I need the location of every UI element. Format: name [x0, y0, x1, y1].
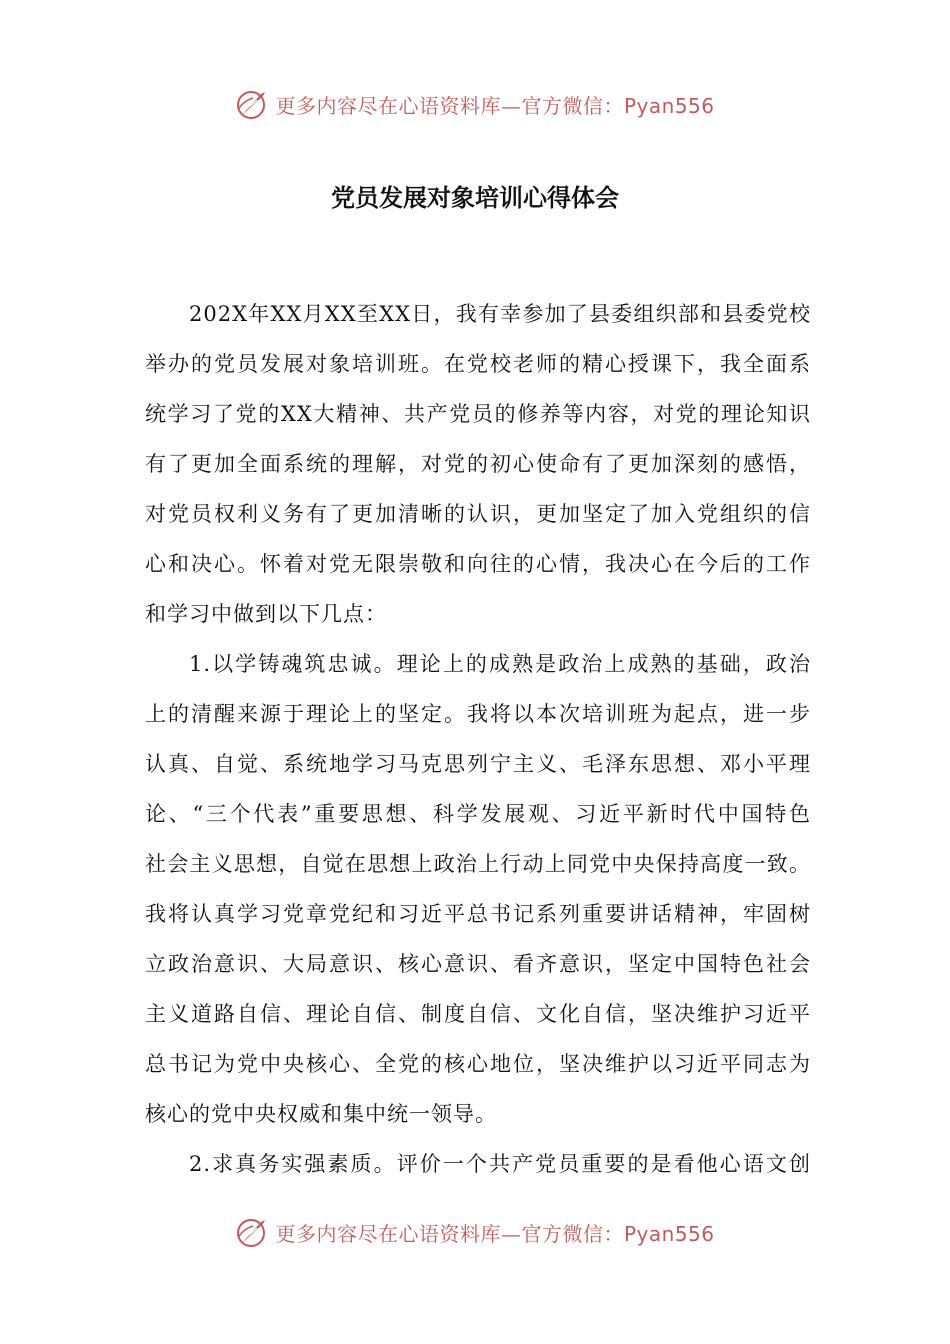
- paragraph-line: 心和决心。怀着对党无限崇敬和向往的心情，我决心在今后的工作: [145, 552, 811, 576]
- watermark-text: 更多内容尽在心语资料库—官方微信：Pyan556: [275, 1221, 715, 1246]
- document-body: [145, 292, 811, 1192]
- paragraph-line: 核心的党中央权威和集中统一领导。: [145, 1102, 497, 1126]
- paragraph-line: 有了更加全面系统的理解，对党的初心使命有了更加深刻的感悟，: [145, 452, 811, 476]
- wechat-id: Pyan556: [623, 93, 715, 118]
- quill-logo-icon: [235, 1214, 271, 1250]
- watermark-banner-top: [0, 84, 950, 124]
- paragraph-line: 论、“三个代表”重要思想、科学发展观、习近平新时代中国特色: [145, 802, 811, 826]
- quill-logo-icon: [235, 86, 271, 122]
- paragraph-line: 我将认真学习党章党纪和习近平总书记系列重要讲话精神，牢固树: [145, 902, 811, 926]
- watermark-banner-bottom: [0, 1212, 950, 1252]
- paragraph-line: 立政治意识、大局意识、核心意识、看齐意识，坚定中国特色社会: [145, 952, 811, 976]
- wechat-id: Pyan556: [623, 1221, 715, 1246]
- watermark-text: 更多内容尽在心语资料库—官方微信：Pyan556: [275, 93, 715, 118]
- paragraph-line: 对党员权利义务有了更加清晰的认识，更加坚定了加入党组织的信: [145, 502, 811, 526]
- document-title: 党员发展对象培训心得体会: [331, 184, 619, 212]
- paragraph-line: 统学习了党的XX大精神、共产党员的修养等内容，对党的理论知识: [145, 402, 811, 426]
- paragraph-line: 上的清醒来源于理论上的坚定。我将以本次培训班为起点，进一步: [145, 702, 811, 726]
- paragraph-line: 总书记为党中央核心、全党的核心地位，坚决维护以习近平同志为: [145, 1052, 811, 1076]
- paragraph-line: 认真、自觉、系统地学习马克思列宁主义、毛泽东思想、邓小平理: [145, 752, 811, 776]
- paragraph-line: 202X年XX月XX至XX日，我有幸参加了县委组织部和县委党校: [189, 302, 811, 326]
- paragraph-line: 举办的党员发展对象培训班。在党校老师的精心授课下，我全面系: [145, 352, 811, 376]
- paragraph-line: 1.以学铸魂筑忠诚。理论上的成熟是政治上成熟的基础，政治: [189, 652, 811, 676]
- paragraph-line: 2.求真务实强素质。评价一个共产党员重要的是看他心语文创: [189, 1152, 811, 1176]
- paragraph-line: 社会主义思想，自觉在思想上政治上行动上同党中央保持高度一致。: [145, 852, 811, 876]
- paragraph-line: 主义道路自信、理论自信、制度自信、文化自信，坚决维护习近平: [145, 1002, 811, 1026]
- paragraph-line: 和学习中做到以下几点：: [145, 602, 387, 626]
